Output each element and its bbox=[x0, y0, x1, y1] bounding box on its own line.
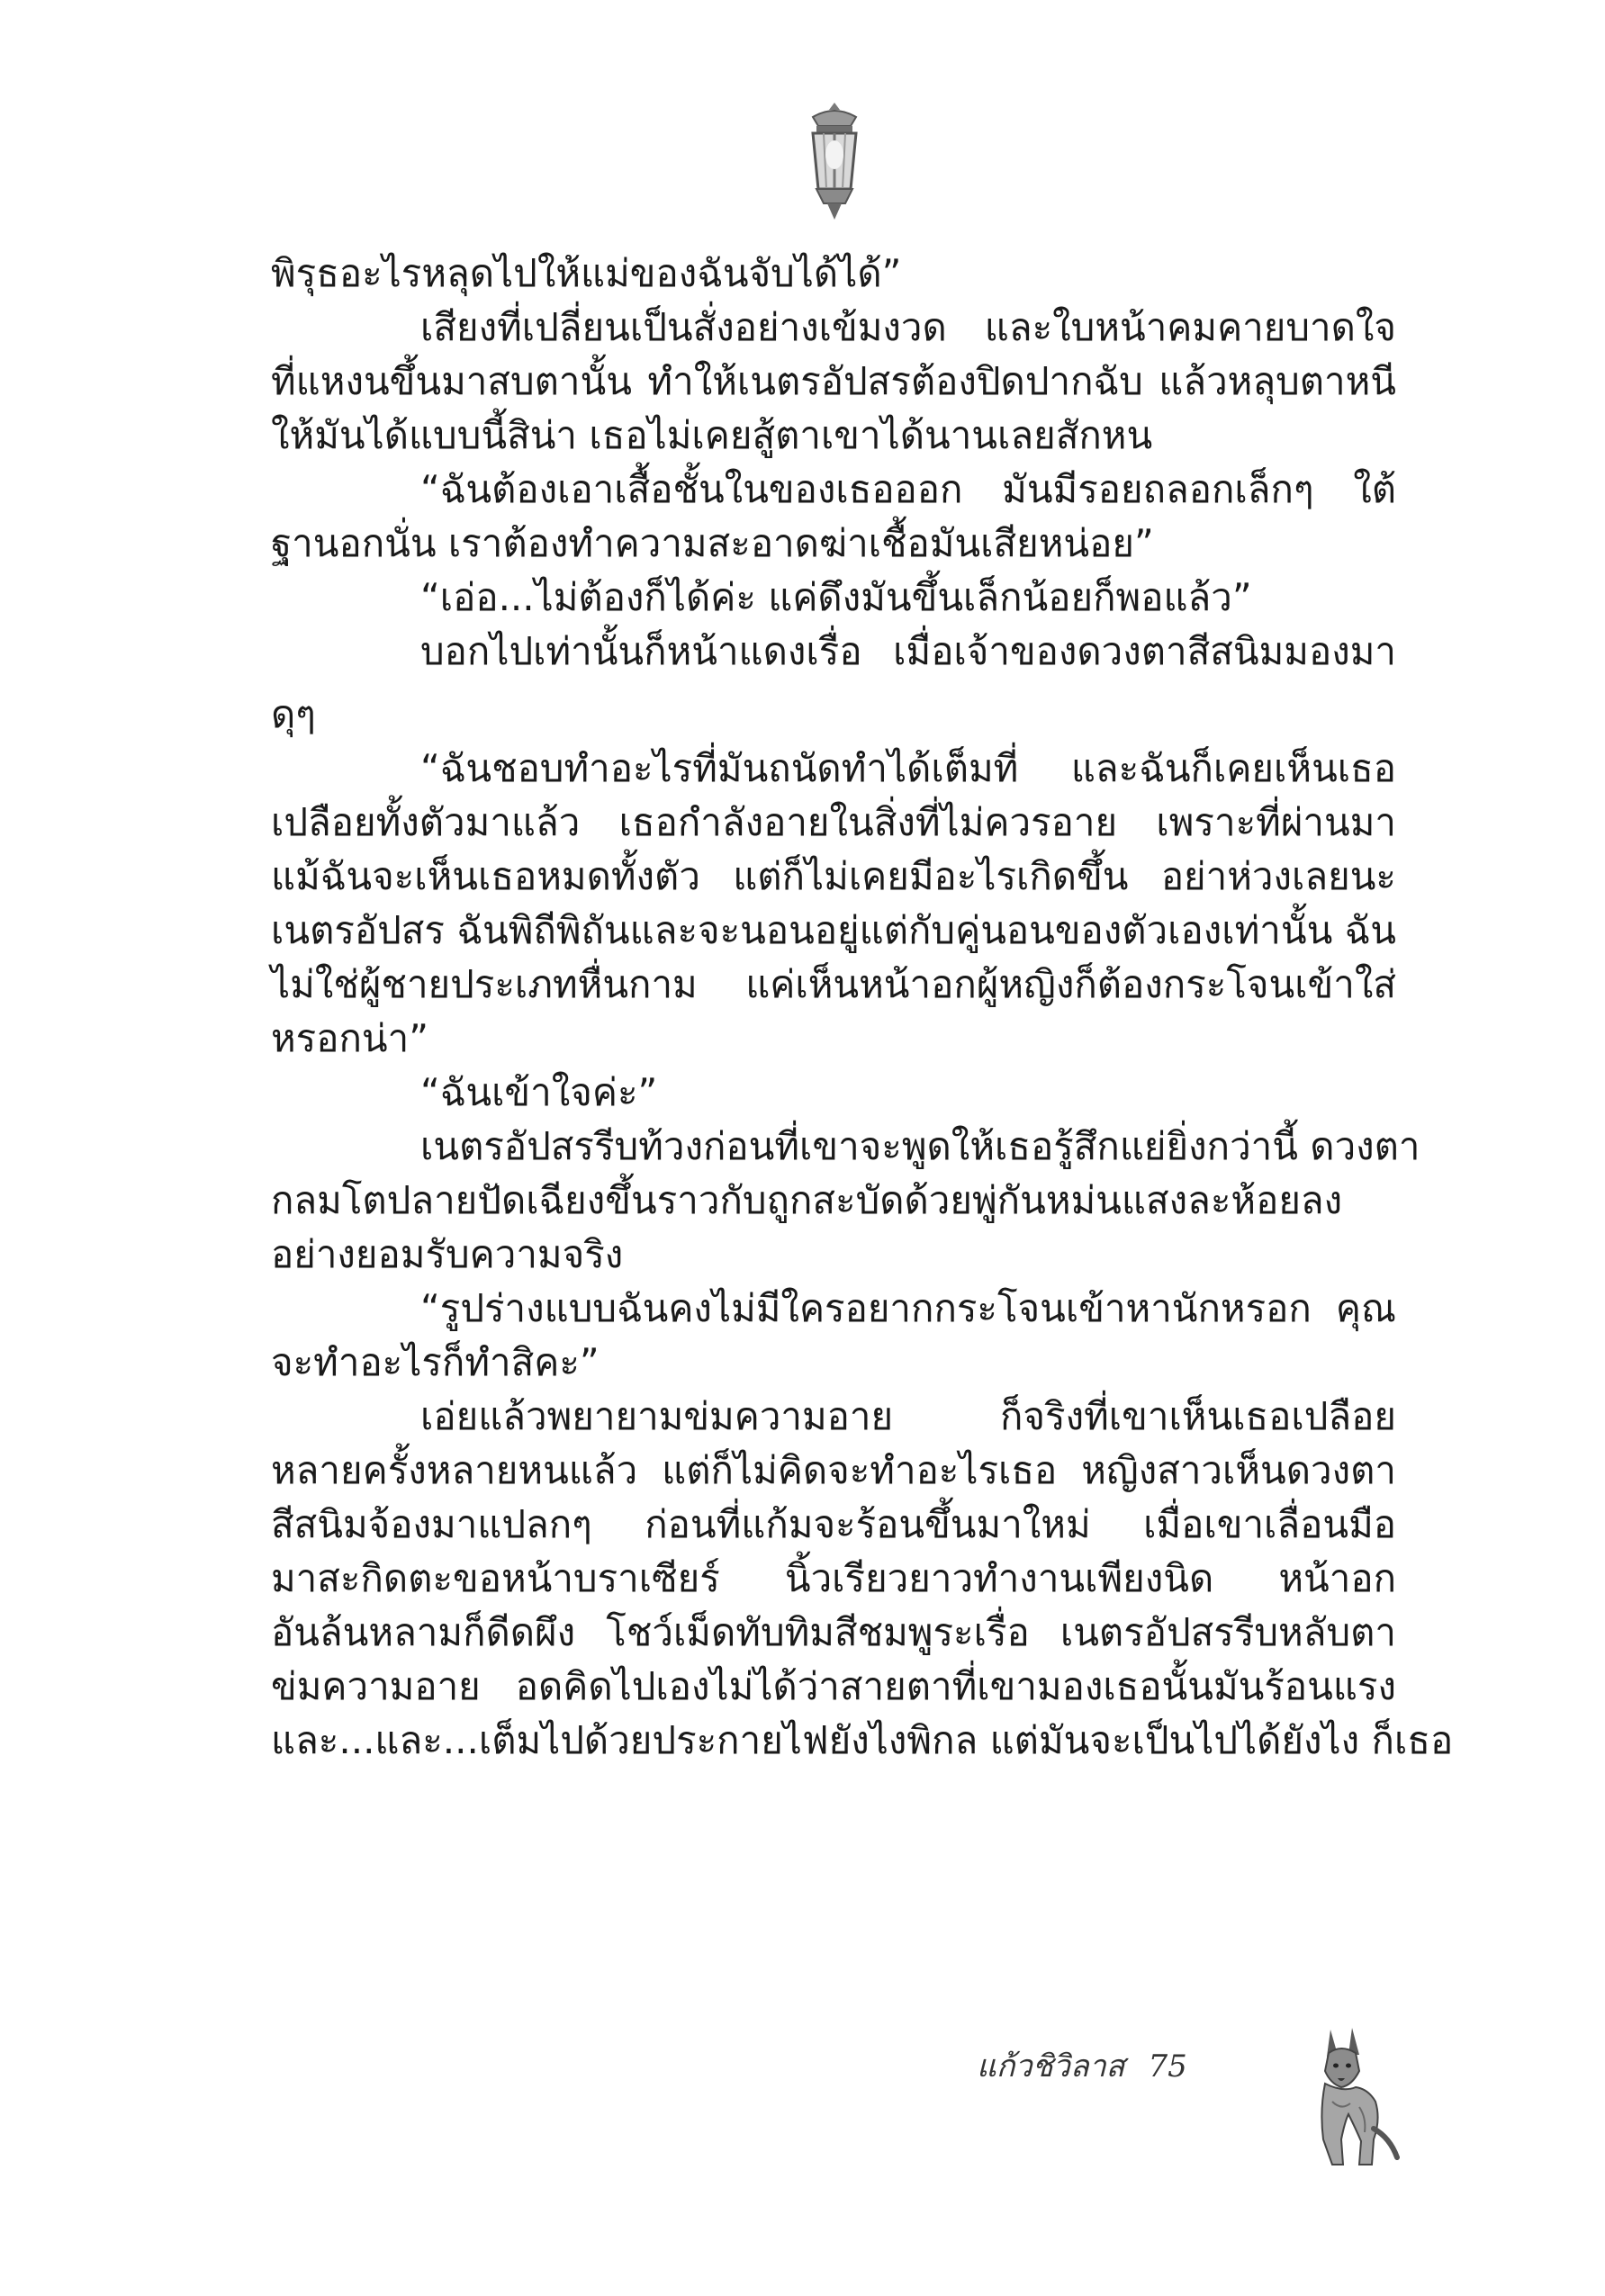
text-line: สีสนิมจ้องมาแปลกๆ ก่อนที่แก้มจะร้อนขึ้นมาใหม่ เมื่อเขาเลื่อนมือ bbox=[271, 1502, 1396, 1546]
text-line: ดุๆ bbox=[271, 692, 316, 736]
text-line: และ...และ...เต็มไปด้วยประกายไฟยังไงพิกล แต่มันจะเป็นไปได้ยังไง ก็เธอ bbox=[271, 1718, 1454, 1762]
text-line: มาสะกิดตะขอหน้าบราเซียร์ นิ้วเรียวยาวทำงานเพียงนิด หน้าอก bbox=[271, 1556, 1396, 1600]
dog-icon bbox=[1296, 2021, 1404, 2174]
text-line: กลมโตปลายปัดเฉียงขึ้นราวกับถูกสะบัดด้วยพู่กันหม่นแสงละห้อยลง bbox=[271, 1178, 1343, 1222]
text-line: เสียงที่เปลี่ยนเป็นสั่งอย่างเข้มงวด และใบหน้าคมคายบาดใจ bbox=[420, 305, 1396, 349]
text-line: เนตรอัปสรรีบท้วงก่อนที่เขาจะพูดให้เธอรู้สึกแย่ยิ่งกว่านี้ ดวงตา bbox=[420, 1124, 1420, 1168]
text-line: “ฉันชอบทำอะไรที่มันถนัดทำได้เต็มที่ และฉันก็เคยเห็นเธอ bbox=[420, 746, 1396, 790]
text-line: อันล้นหลามก็ดีดผึง โชว์เม็ดทับทิมสีชมพูระเรื่อ เนตรอัปสรรีบหลับตา bbox=[271, 1610, 1396, 1654]
page-number: 75 bbox=[1148, 2048, 1187, 2084]
text-line: “ฉันต้องเอาเสื้อชั้นในของเธอออก มันมีรอยถลอกเล็กๆ ใต้ bbox=[420, 467, 1396, 511]
text-line: เอ่ยแล้วพยายามข่มความอาย ก็จริงที่เขาเห็นเธอเปลือย bbox=[420, 1394, 1396, 1438]
text-line: เปลือยทั้งตัวมาแล้ว เธอกำลังอายในสิ่งที่ไม่ควรอาย เพราะที่ผ่านมา bbox=[271, 800, 1396, 844]
page-footer bbox=[977, 2041, 1187, 2090]
text-line: “ฉันเข้าใจค่ะ” bbox=[420, 1070, 658, 1114]
book-title: แก้วชิวิลาส bbox=[977, 2048, 1125, 2084]
text-line: “เอ่อ...ไม่ต้องก็ได้ค่ะ แค่ดึงมันขึ้นเล็กน้อยก็พอแล้ว” bbox=[420, 575, 1252, 619]
text-line: แม้ฉันจะเห็นเธอหมดทั้งตัว แต่ก็ไม่เคยมีอะไรเกิดขึ้น อย่าห่วงเลยนะ bbox=[271, 854, 1396, 898]
text-line: หลายครั้งหลายหนแล้ว แต่ก็ไม่คิดจะทำอะไรเธอ หญิงสาวเห็นดวงตา bbox=[271, 1448, 1396, 1492]
text-line: หรอกน่า” bbox=[271, 1016, 428, 1060]
text-line: ฐานอกนั่น เราต้องทำความสะอาดฆ่าเชื้อมันเสียหน่อย” bbox=[271, 521, 1154, 565]
text-line: “รูปร่างแบบฉันคงไม่มีใครอยากกระโจนเข้าหานักหรอก คุณ bbox=[420, 1286, 1396, 1330]
text-line: ให้มันได้แบบนี้สิน่า เธอไม่เคยสู้ตาเขาได้นานเลยสักหน bbox=[271, 413, 1153, 457]
text-line: เนตรอัปสร ฉันพิถีพิถันและจะนอนอยู่แต่กับคู่นอนของตัวเองเท่านั้น ฉัน bbox=[271, 908, 1396, 952]
text-line: บอกไปเท่านั้นก็หน้าแดงเรื่อ เมื่อเจ้าของดวงตาสีสนิมมองมา bbox=[420, 629, 1396, 673]
text-line: อย่างยอมรับความจริง bbox=[271, 1232, 624, 1276]
lantern-icon bbox=[793, 99, 876, 225]
text-line: ข่มความอาย อดคิดไปเองไม่ได้ว่าสายตาที่เขามองเธอนั้นมันร้อนแรง bbox=[271, 1664, 1396, 1708]
text-line: ไม่ใช่ผู้ชายประเภทหื่นกาม แค่เห็นหน้าอกผู้หญิงก็ต้องกระโจนเข้าใส่ bbox=[271, 962, 1396, 1006]
text-line: พิรุธอะไรหลุดไปให้แม่ของฉันจับได้ได้” bbox=[271, 251, 902, 295]
text-line: ที่แหงนขึ้นมาสบตานั้น ทำให้เนตรอัปสรต้องปิดปากฉับ แล้วหลุบตาหนี bbox=[271, 359, 1396, 403]
text-line: จะทำอะไรก็ทำสิคะ” bbox=[271, 1340, 600, 1384]
